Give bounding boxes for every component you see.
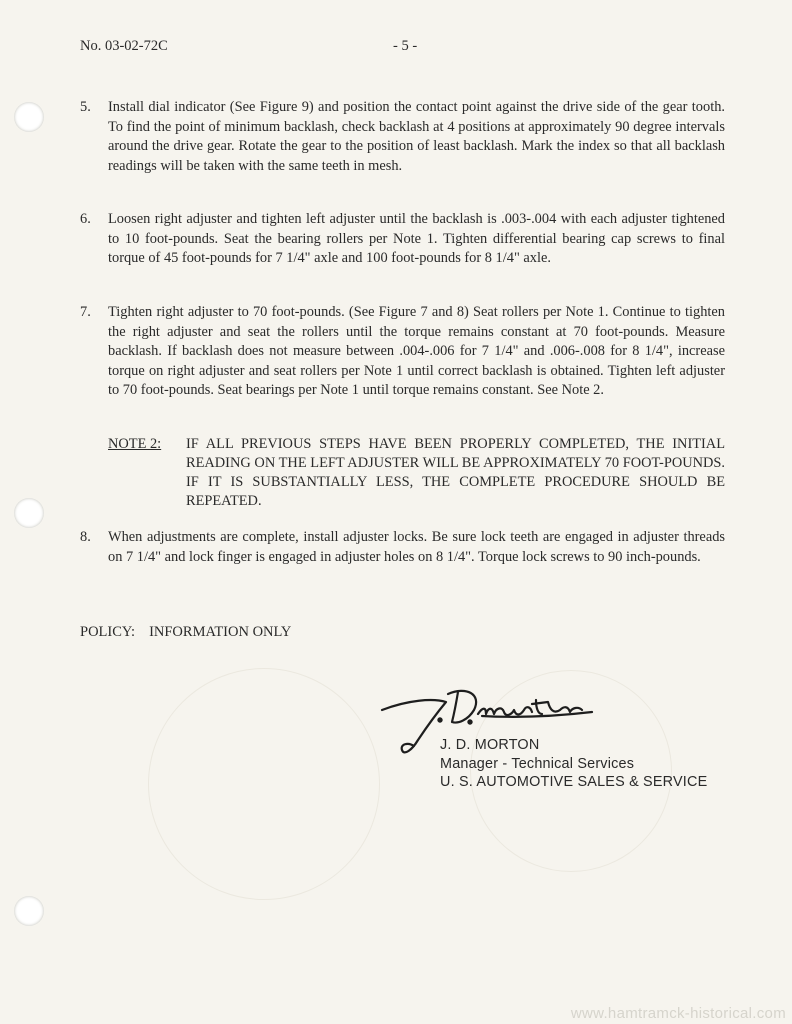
step-6 [80, 210, 725, 269]
step-number: 6. [80, 211, 91, 227]
step-text: Install dial indicator (See Figure 9) and position the contact point against the drive side of the gear tooth. To find the point of minimum backlash, check backlash at 4 positions at approximately 90 degree intervals around the drive gear. Rotate the gear to the position of least backlash. Mark the index so that all backlash readings will be taken with the same teeth in mesh. [108, 99, 725, 174]
policy-value: INFORMATION ONLY [149, 624, 292, 640]
step-7 [80, 303, 725, 401]
policy-label: POLICY: [80, 624, 136, 640]
document-number: No. 03-02-72C [80, 38, 168, 54]
step-text: When adjustments are complete, install adjuster locks. Be sure lock teeth are engaged in adjuster threads on 7 1/4" and lock finger is engaged in adjuster holes on 8 1/4". Torque lock screws to 90 inch-pounds. [108, 529, 725, 565]
signature-block [440, 736, 707, 792]
step-text: Tighten right adjuster to 70 foot-pounds. (See Figure 7 and 8) Seat rollers per Note 1. Continue to tighten the right adjuster and seat the rollers until the torque remains constant at 70 foot-pounds. Measure backlash. If backlash does not measure between .004-.006 for 7 1/4" and .006-.008 for 8 1/4", increase torque on right adjuster and seat rollers per Note 1 until correct backlash is obtained. Tighten left adjuster to 70 foot-pounds. Seat bearings per Note 1 until torque remains constant. See Note 2. [108, 304, 725, 398]
binder-hole-middle [14, 498, 44, 528]
policy-line [80, 624, 291, 641]
signer-organization: U. S. AUTOMOTIVE SALES & SERVICE [440, 774, 708, 790]
page-number: - 5 - [393, 38, 418, 54]
step-text: Loosen right adjuster and tighten left adjuster until the backlash is .003-.004 with each adjuster tightened to 10 foot-pounds. Seat the bearing rollers per Note 1. Tighten differential bearing cap screws to final torque of 45 foot-pounds for 7 1/4" axle and 100 foot-pounds for 8 1/4" axle. [108, 211, 725, 266]
binder-hole-top [14, 102, 44, 132]
bleed-through-circle [148, 668, 380, 900]
step-5 [80, 98, 725, 176]
note-2 [108, 435, 725, 511]
website-watermark: www.hamtramck-historical.com [570, 1005, 786, 1022]
step-number: 8. [80, 529, 91, 545]
step-8 [80, 528, 725, 567]
step-number: 7. [80, 304, 91, 320]
signer-name: J. D. MORTON [440, 737, 540, 753]
signer-title: Manager - Technical Services [440, 755, 635, 772]
note-text: IF ALL PREVIOUS STEPS HAVE BEEN PROPERLY COMPLETED, THE INITIAL READING ON THE LEFT ADJUSTER WILL BE APPROXIMATELY 70 FOOT-POUNDS. IF IT IS SUBSTANTIALLY LESS, THE COMPLETE PROCEDURE SHOULD BE REPEATED. [186, 436, 725, 509]
note-label: NOTE 2: [108, 436, 162, 452]
step-number: 5. [80, 99, 91, 115]
binder-hole-bottom [14, 896, 44, 926]
